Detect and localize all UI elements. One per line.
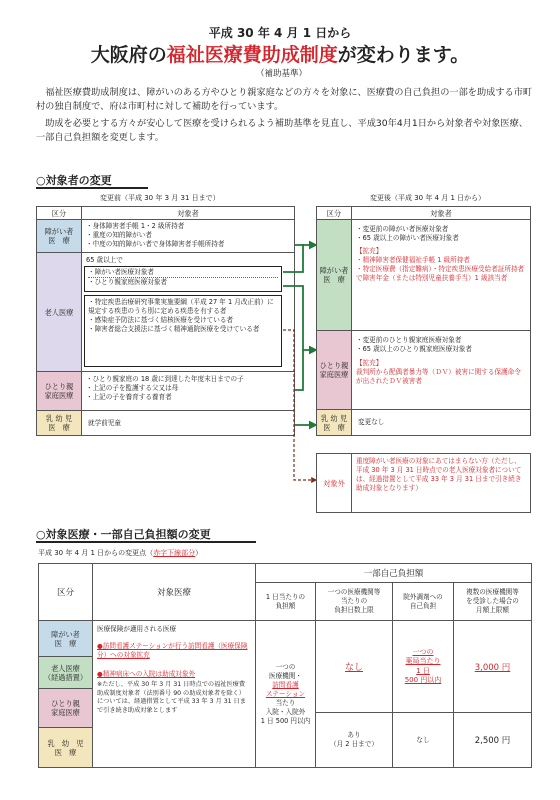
excluded-text: 重度障がい者医療の対象にあてはまらない方（ただし、平成 30 年 3 月 31 日時点での老人医療対象者については、経過措置として平成 33 年 3 月 31 日まで引き続き助成対象となります）: [351, 453, 531, 513]
before-disabled-item: ・中度の知的障がい者で身体障害者手帳所持者: [86, 240, 225, 248]
section1-title-text: 対象者の変更: [45, 174, 112, 187]
table2-category-single: ひとり親 家庭医療: [38, 688, 93, 728]
before-single-category: ひとり親 家庭医療: [36, 371, 82, 411]
table2-medical-note: ※ただし、平成 30 年 3 月 31 日時点での福祉医療費助成制度対象者（法別番号 90 の助成対象者を除く）については、経過措置として平成 33 年 3 月 31 日まで引き続き助成対象とします: [97, 681, 246, 714]
dashed-arrow-excluded: [283, 330, 316, 480]
after-header-category: 区分: [316, 206, 352, 220]
change-note-pre: 平成 30 年 4 月 1 日からの変更点（: [38, 549, 154, 557]
intro-paragraph-2: 助成を必要とする方々が安心して医療を受けられるよう補助基準を見直し、平成30年4月1日から対象者や対象医療、一部自己負担額を変更します。: [36, 118, 528, 143]
table2-header-category: 区分: [38, 563, 93, 621]
table2-medical-text: 医療保険が適用される医療: [97, 625, 177, 633]
before-disabled-category: 障がい者 医 療: [36, 219, 82, 253]
date-line: 平成 30 年 4 月 1 日から: [208, 26, 352, 40]
table2-per-day: [255, 620, 316, 768]
title-pre: 大阪府の: [90, 44, 167, 66]
after-single-item: ・65 歳以上のひとり親家庭医療対象者: [356, 345, 472, 353]
table2-category-disabled: 障がい者 医 療: [38, 620, 93, 657]
after-header-target: 対象者: [351, 206, 531, 220]
before-elderly-category: 老人医療: [36, 252, 82, 372]
table2-pharmacy-new: 一つの 薬局当たり 1 日 500 円以内: [392, 620, 454, 713]
circle-bullet-icon: ○: [36, 174, 46, 187]
section2-title: [36, 526, 211, 542]
table2-header-medical: 対象医療: [92, 563, 256, 621]
after-single-category: ひとり親 家庭医療: [316, 330, 352, 410]
after-disabled-cell: [351, 219, 531, 331]
title-emphasis: 福祉医療費助成制度: [166, 44, 338, 66]
intro-paragraph-1: 福祉医療費助成制度は、障がいのある方やひとり親家庭などの方々を対象に、医療費の自己負担の一部を助成する市町村の独自制度で、府は市町村に対して補助を行っています。: [36, 87, 533, 112]
after-disabled-expand: ・精神障害者保健福祉手帳 1 級所持者 ・特定医療費（指定難病）・特定疾患医療受給者証所持者で障害年金（または特別児童扶養手当）1 級該当者: [356, 256, 525, 282]
after-infant-text: 変更なし: [351, 409, 531, 436]
after-caption: 変更後（平成 30 年 4 月 1 日から）: [370, 194, 486, 202]
table2-header-monthly-cap: 複数の医療機関等 を受診した場合の 月額上限額: [453, 582, 532, 621]
excluded-category: 対象外: [316, 453, 352, 513]
table2-limit-old: あり （月 2 日まで）: [315, 712, 393, 768]
section2-underline: [36, 541, 256, 543]
table2-header-per-day: 1 日当たりの 負担額: [255, 582, 316, 621]
after-disabled-item: ・65 歳以上の障がい者医療対象者: [356, 234, 459, 242]
before-caption: 変更前（平成 30 年 3 月 31 日まで）: [100, 194, 220, 202]
before-infant-text: 就学前児童: [81, 410, 295, 436]
table2-medical-expand-psych: ●精神病床への入院は助成対象外: [97, 670, 196, 678]
change-note-red: 赤字下線部分: [153, 549, 196, 557]
after-infant-category: 乳 幼 児 医 療: [316, 409, 352, 436]
before-elderly-age: 65 歳以上で: [86, 256, 123, 264]
per-day-line: 医療機関・: [269, 671, 302, 680]
before-header-target: 対象者: [81, 206, 295, 220]
after-disabled-expand-label: 【拡充】: [356, 247, 383, 255]
section2-title-text: 対象医療・一部自己負担額の変更: [45, 528, 211, 541]
subtitle: （補助基準）: [256, 69, 308, 79]
before-disabled-item: ・重度の知的障がい者: [86, 231, 152, 239]
before-elderly-box1-a: ・障がい者医療対象者: [88, 268, 278, 278]
before-infant-category: 乳 幼 児 医 療: [36, 410, 82, 436]
circle-bullet-icon: ○: [36, 528, 46, 541]
per-day-line: 一つの: [275, 662, 296, 671]
table2-header-per-institution: 一つの医療機関等 当たりの 負担日数上限: [315, 582, 393, 621]
after-single-item: ・変更前のひとり親家庭医療対象者: [356, 336, 462, 344]
after-disabled-category: 障がい者 医 療: [316, 219, 352, 331]
table2-limit-new: なし: [315, 620, 393, 713]
change-note-post: ）: [195, 549, 203, 557]
before-header-category: 区分: [36, 206, 82, 220]
table2-pharmacy-old: なし: [392, 712, 454, 768]
table2-cap-new: 3,000 円: [453, 620, 532, 713]
after-single-expand: 裁判所から配偶者暴力等（ＤＶ）被害に関する保護命令が出されたＤＶ被害者: [356, 368, 521, 385]
table2-cap-old: 2,500 円: [453, 712, 532, 768]
per-day-line: 1 日 500 円以内: [260, 716, 311, 725]
before-single-item: ・ひとり親家庭の 18 歳に到達した年度末日までの子: [86, 375, 244, 383]
before-single-item: ・上記の子を養育する養育者: [86, 393, 172, 401]
per-day-red: 訪問看護 ステーション: [265, 680, 306, 698]
per-day-line: 入院・入院外: [265, 707, 306, 716]
table2-header-copay: 一部自己負担額: [255, 563, 532, 583]
table2-category-infant: 乳 幼 児 医 療: [38, 727, 93, 768]
green-arrow: [283, 244, 316, 425]
before-disabled-item: ・身体障害者手帳 1・2 級所持者: [86, 222, 185, 230]
table2-medical-cell: [92, 620, 256, 768]
table2-medical-expand-visit: ●訪問看護ステーションが行う訪問看護（医療保険分）への対象拡充: [97, 642, 248, 659]
after-disabled-item: ・変更前の障がい者医療対象者: [356, 225, 449, 233]
before-elderly-box2: ・特定疾患治療研究事業実施要綱（平成 27 年 1 月改正前）に規定する疾患のうち別に定める疾患を有する者 ・感染症予防法に基づく結核医療を受けている者 ・障害者総合支援法に基づく精神通院医療を受けている者: [84, 295, 282, 367]
table2-category-elderly: 老人医療 （経過措置）: [38, 656, 93, 689]
before-single-item: ・上記の子を監護する父又は母: [86, 384, 179, 392]
table2-header-pharmacy: 院外調剤への 自己負担: [392, 582, 454, 621]
after-single-expand-label: 【拡充】: [356, 359, 383, 367]
after-single-cell: [351, 330, 531, 410]
per-day-line: 当たり: [275, 698, 296, 707]
title-post: が変わります。: [337, 44, 470, 66]
before-elderly-box1-b: ・ひとり親家庭医療対象者: [88, 278, 168, 286]
change-note: [38, 549, 202, 559]
